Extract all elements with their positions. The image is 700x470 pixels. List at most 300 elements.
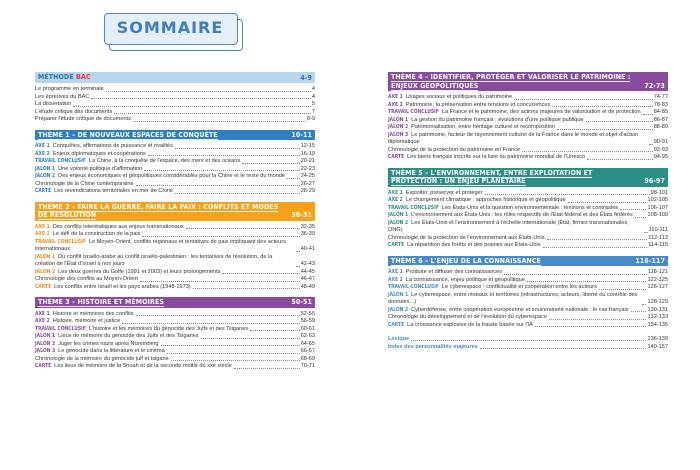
dot-leader bbox=[167, 353, 300, 354]
toc-entry[interactable] bbox=[35, 311, 315, 319]
toc-entry-text bbox=[388, 212, 633, 220]
toc-entry-text bbox=[35, 341, 159, 349]
toc-entry-label: JALON 1 bbox=[388, 212, 409, 218]
toc-entry-page: 118-121 bbox=[647, 269, 668, 275]
toc-entry-page: 88-89 bbox=[653, 124, 668, 130]
toc-entry-page: 42-43 bbox=[300, 261, 315, 267]
section-title bbox=[38, 203, 312, 220]
toc-entry[interactable] bbox=[35, 318, 315, 326]
dot-leader bbox=[587, 159, 653, 160]
toc-entry-text bbox=[388, 94, 512, 102]
toc-entry-text bbox=[35, 348, 165, 356]
toc-entry-label: TRAVAIL CONCLUSIF bbox=[388, 109, 439, 115]
toc-entry-title: La connaissance, enjeu politique et géopolitique bbox=[405, 276, 525, 283]
toc-entry-label: JALON 3 bbox=[35, 348, 56, 354]
toc-entry-title: Du conflit israélo-arabe au conflit israélo-palestinien : les tentatives de résolution, de la création de l'État d'Israël à nos jours bbox=[35, 253, 273, 267]
section-title bbox=[38, 131, 312, 140]
toc-entry-text bbox=[35, 284, 191, 292]
toc-entry[interactable] bbox=[388, 117, 668, 125]
toc-entry-text bbox=[35, 239, 294, 254]
toc-entry-label: TRAVAIL CONCLUSIF bbox=[35, 158, 86, 164]
dot-leader bbox=[222, 273, 299, 274]
section-title bbox=[38, 73, 312, 82]
toc-entry-title: Le cyberespace : conflictualité et coopération entre les acteurs bbox=[441, 284, 597, 290]
toc-entry-page: 32-35 bbox=[300, 223, 315, 230]
toc-entry-title: La dissertation bbox=[35, 101, 72, 107]
toc-entry-text bbox=[35, 356, 169, 364]
section-title bbox=[391, 257, 665, 266]
toc-entry-label: CARTE bbox=[35, 283, 52, 290]
section-rows bbox=[388, 94, 668, 162]
dot-leader bbox=[175, 193, 300, 194]
toc-entry-page: 48-49 bbox=[300, 283, 315, 290]
toc-entry-title: Les conflits entre Israël et les pays arabes (1948-1973) bbox=[54, 283, 191, 290]
section-title-text: THÈME 6 – L'ENJEU DE LA CONNAISSANCE bbox=[391, 256, 541, 265]
toc-entry-page: 110-111 bbox=[648, 227, 668, 233]
toc-entry-title: Cyberdéfense, entre coopération européenne et souveraineté nationale : le cas français bbox=[411, 306, 629, 313]
dot-leader bbox=[504, 274, 647, 275]
section-pages: 96-97 bbox=[644, 177, 665, 185]
section-rows bbox=[35, 311, 315, 371]
dot-leader bbox=[234, 368, 300, 369]
toc-entry[interactable] bbox=[388, 154, 668, 162]
toc-entry[interactable] bbox=[388, 235, 668, 243]
toc-entry-page: 56-59 bbox=[300, 318, 315, 324]
toc-entry-title: Chronologie de la protection de l'environnement aux États-Unis bbox=[388, 234, 545, 241]
toc-entry-text bbox=[388, 190, 483, 198]
toc-entry-page: 64-65 bbox=[300, 340, 315, 347]
toc-entry[interactable] bbox=[388, 212, 668, 220]
toc-entry-label: AXE 2 bbox=[388, 276, 403, 283]
toc-entry[interactable] bbox=[35, 276, 315, 284]
toc-entry-page: 40-41 bbox=[300, 246, 315, 252]
toc-entry-text bbox=[35, 151, 146, 159]
toc-entry-text bbox=[35, 158, 240, 166]
toc-entry-text bbox=[35, 109, 112, 117]
section-header-theme4[interactable] bbox=[388, 72, 668, 91]
toc-entry[interactable] bbox=[35, 109, 315, 117]
toc-entry-title: Usages sociaux et politiques du patrimoine bbox=[405, 94, 513, 100]
toc-entry-page: 28-29 bbox=[300, 188, 315, 194]
dot-leader bbox=[527, 281, 647, 282]
toc-entry[interactable] bbox=[35, 333, 315, 341]
toc-entry-title: Les épreuves du BAC bbox=[35, 93, 90, 100]
left-column bbox=[35, 72, 315, 377]
toc-entry-title: Exploiter, préserver et protéger bbox=[405, 189, 483, 196]
toc-entry[interactable] bbox=[35, 143, 315, 151]
toc-entry[interactable] bbox=[388, 124, 668, 132]
dot-leader bbox=[114, 113, 311, 114]
dot-leader bbox=[535, 326, 647, 327]
toc-entry-label: CARTE bbox=[388, 242, 405, 248]
toc-entry[interactable] bbox=[388, 220, 668, 235]
dot-leader bbox=[296, 251, 300, 252]
toc-entry-text bbox=[388, 269, 502, 277]
toc-entry[interactable] bbox=[388, 314, 668, 322]
toc-entry[interactable] bbox=[35, 341, 315, 349]
toc-entry-label: JALON 2 bbox=[35, 173, 56, 179]
toc-entry[interactable] bbox=[35, 101, 315, 109]
toc-entry-text bbox=[35, 276, 138, 284]
section-title-text: THÈME 2 – FAIRE LA GUERRE, FAIRE LA PAIX : CONFLITS ET MODES DE RÉSOLUTION bbox=[38, 202, 279, 219]
section-title bbox=[391, 73, 665, 90]
section-title bbox=[391, 169, 665, 186]
section-header-theme6[interactable] bbox=[388, 256, 668, 267]
toc-entry-page: 122-125 bbox=[647, 276, 668, 283]
toc-entry[interactable] bbox=[35, 181, 315, 189]
toc-entry[interactable] bbox=[388, 322, 668, 330]
dot-leader bbox=[514, 99, 653, 100]
dot-leader bbox=[635, 217, 647, 218]
toc-entry-page: 94-95 bbox=[653, 154, 668, 160]
toc-entry-label: JALON 1 bbox=[35, 333, 56, 339]
toc-entry-title: Le génocide dans la littérature et le cinéma bbox=[58, 348, 165, 354]
toc-entry-text bbox=[388, 220, 642, 235]
dot-leader bbox=[568, 202, 647, 203]
toc-entry-title: Des enjeux économiques et géopolitiques considérables pour la Chine et le reste du monde bbox=[58, 173, 286, 179]
toc-entry-page: 92-93 bbox=[653, 146, 668, 153]
extra-entry-page: 140-157 bbox=[647, 344, 668, 350]
dot-leader bbox=[161, 345, 300, 346]
dot-leader bbox=[296, 266, 300, 267]
dot-leader bbox=[485, 194, 650, 195]
toc-entry-text bbox=[35, 86, 104, 94]
dot-leader bbox=[144, 170, 300, 171]
toc-entry-text bbox=[388, 102, 550, 110]
toc-entry-text bbox=[35, 254, 294, 269]
toc-entry-text bbox=[388, 277, 525, 285]
section-rows bbox=[35, 86, 315, 124]
section-title-text: THÈME 1 – DE NOUVEAUX ESPACES DE CONQUÊTE bbox=[38, 130, 218, 139]
toc-entry-label: AXE 1 bbox=[388, 269, 403, 275]
toc-entry-title: Conquêtes, affirmations de puissance et rivalités bbox=[52, 143, 173, 149]
toc-entry-page: 24-25 bbox=[300, 173, 315, 179]
dot-leader bbox=[148, 155, 300, 156]
toc-entry-text bbox=[388, 314, 547, 322]
section-title-a: MÉTHODE bbox=[38, 73, 77, 81]
toc-entry-page: 128-129 bbox=[647, 299, 668, 305]
toc-entry-title: Patrimoine, la préservation entre tensions et concurrences bbox=[405, 101, 551, 108]
section-pages: 4-9 bbox=[300, 73, 312, 82]
dot-leader bbox=[547, 239, 648, 240]
dot-leader bbox=[106, 91, 311, 92]
toc-entry-title: Produire et diffuser des connaissances bbox=[405, 269, 503, 275]
dot-leader bbox=[644, 232, 648, 233]
toc-entry-label: TRAVAIL CONCLUSIF bbox=[388, 284, 439, 290]
dot-leader bbox=[557, 129, 653, 130]
toc-entry-text bbox=[35, 94, 89, 102]
toc-entry-title: Une volonté politique d'affirmation bbox=[58, 165, 143, 172]
toc-entry[interactable] bbox=[35, 86, 315, 94]
dot-leader bbox=[136, 185, 300, 186]
toc-entry-text bbox=[35, 326, 248, 334]
toc-entry-page: 52-55 bbox=[300, 310, 315, 317]
toc-entry-label: CARTE bbox=[35, 363, 52, 369]
toc-entry-label: JALON 1 bbox=[388, 291, 409, 298]
toc-entry-page: 12-15 bbox=[300, 143, 315, 149]
dot-leader bbox=[549, 319, 646, 320]
dot-leader bbox=[186, 228, 300, 229]
toc-entry-label: TRAVAIL CONCLUSIF bbox=[388, 204, 439, 211]
toc-entry[interactable] bbox=[35, 239, 315, 254]
toc-entry-page: 84-85 bbox=[653, 109, 668, 115]
toc-entry-text bbox=[388, 147, 520, 155]
toc-entry-text bbox=[388, 117, 584, 125]
toc-entry-title: Des conflits interétatiques aux enjeux transnationaux bbox=[52, 223, 184, 230]
dot-leader bbox=[242, 163, 300, 164]
toc-entry-label: CARTE bbox=[388, 321, 405, 328]
toc-entry-page: 90-91 bbox=[653, 139, 668, 145]
page-title-banner bbox=[104, 13, 242, 49]
toc-entry-page: 4 bbox=[311, 86, 315, 92]
dot-leader bbox=[133, 121, 306, 122]
toc-entry-label: CARTE bbox=[35, 188, 52, 194]
dot-leader bbox=[122, 323, 299, 324]
toc-entry-page: 98-101 bbox=[650, 189, 668, 196]
toc-entry[interactable] bbox=[388, 284, 668, 292]
toc-entry-title: La gestion du patrimoine français : évolutions d'une politique publique bbox=[411, 116, 584, 123]
toc-entry-page: 112-113 bbox=[648, 234, 668, 241]
section-pages: 30-31 bbox=[291, 211, 312, 219]
toc-entry-page: 108-109 bbox=[647, 212, 668, 218]
toc-entry-text bbox=[35, 116, 131, 124]
section-header-theme5[interactable] bbox=[388, 168, 668, 187]
dot-leader bbox=[171, 360, 300, 361]
section-rows bbox=[35, 143, 315, 196]
dot-leader bbox=[543, 247, 648, 248]
dot-leader bbox=[73, 106, 310, 107]
toc-entry[interactable] bbox=[388, 190, 668, 198]
toc-entry-text bbox=[35, 181, 134, 189]
toc-entry[interactable] bbox=[35, 94, 315, 102]
toc-entry-label: AXE 2 bbox=[35, 150, 50, 157]
toc-entry-text bbox=[35, 143, 173, 151]
toc-entry-label: JALON 1 bbox=[35, 165, 56, 172]
toc-entry-page: 4 bbox=[311, 93, 315, 100]
section-rows bbox=[388, 190, 668, 250]
toc-entry-title: Le changement climatique : approches historique et géopolitique bbox=[405, 197, 566, 203]
toc-entry-text bbox=[35, 173, 285, 181]
toc-entry-text bbox=[35, 166, 142, 174]
toc-entry[interactable] bbox=[388, 132, 668, 147]
toc-entry[interactable] bbox=[35, 158, 315, 166]
toc-entry-title: Les États-Unis et l'environnement à l'échelle internationale (État, firmes transnationales, ONG) bbox=[388, 219, 629, 233]
toc-entry-label: JALON 2 bbox=[35, 340, 56, 347]
dot-leader bbox=[175, 148, 300, 149]
toc-entry-page: 126-127 bbox=[647, 284, 668, 290]
toc-entry-page: 5 bbox=[311, 101, 315, 107]
dot-leader bbox=[250, 330, 300, 331]
toc-entry[interactable] bbox=[388, 307, 668, 315]
dot-leader bbox=[287, 178, 300, 179]
toc-entry[interactable] bbox=[35, 348, 315, 356]
toc-entry-title: Le programme en terminale bbox=[35, 86, 104, 92]
toc-entry-text bbox=[388, 109, 641, 117]
toc-entry-label: AXE 1 bbox=[388, 189, 403, 196]
toc-entry-label: AXE 1 bbox=[35, 310, 50, 317]
toc-entry-page: 130-131 bbox=[647, 306, 668, 313]
section-header-theme1[interactable] bbox=[35, 130, 315, 141]
toc-entry-text bbox=[35, 224, 184, 232]
toc-entry-title: Les États-Unis et la question environnementale : tensions et contrastes bbox=[441, 204, 619, 211]
toc-entry-title: La croissance explosive de la fraude basée sur l'IA bbox=[407, 321, 533, 328]
toc-entry-text bbox=[35, 318, 120, 326]
toc-entry-title: L'histoire et les mémoires du génocide des Juifs et des Tsiganes bbox=[88, 325, 249, 332]
toc-entry-page: 106-107 bbox=[647, 204, 668, 211]
toc-entry[interactable] bbox=[388, 277, 668, 285]
toc-entry[interactable] bbox=[35, 116, 315, 124]
toc-entry-label: JALON 1 bbox=[35, 253, 56, 260]
toc-entry-title: Le cyberespace, entre réseaux et territoires (infrastructures, acteurs, liberté ou contrôle des données...) bbox=[388, 291, 638, 305]
toc-entry-title: Le Moyen-Orient, conflits régionaux et tentatives de paix impliquant des acteurs internationaux bbox=[35, 238, 287, 252]
toc-entry-title: Chronologie de la protection du patrimoine en France bbox=[388, 146, 521, 153]
toc-entry[interactable] bbox=[388, 109, 668, 117]
extra-entry-page: 136-139 bbox=[647, 336, 668, 342]
toc-entry-page: 16-19 bbox=[300, 150, 315, 157]
section-header-methode[interactable] bbox=[35, 72, 315, 83]
toc-entry-text bbox=[35, 269, 220, 277]
toc-entry-page: 20-21 bbox=[300, 158, 315, 164]
toc-entry-label: AXE 2 bbox=[35, 231, 50, 237]
toc-entry[interactable] bbox=[35, 188, 315, 196]
toc-entry-text bbox=[388, 284, 597, 292]
toc-entry[interactable] bbox=[388, 197, 668, 205]
toc-entry-title: Le défi de la construction de la paix bbox=[52, 231, 141, 237]
dot-leader bbox=[643, 114, 653, 115]
toc-entry[interactable] bbox=[35, 224, 315, 232]
toc-entry[interactable] bbox=[388, 242, 668, 250]
toc-entry-page: 74-77 bbox=[653, 94, 668, 100]
toc-entry-page: 36-39 bbox=[300, 231, 315, 237]
toc-entry-page: 7 bbox=[311, 108, 315, 115]
dot-leader bbox=[480, 348, 647, 349]
toc-entry-label: AXE 1 bbox=[35, 143, 50, 149]
toc-entry-title: L'étude critique des documents bbox=[35, 108, 113, 115]
toc-entry-label: AXE 2 bbox=[388, 101, 403, 108]
toc-entry-page: 114-115 bbox=[648, 242, 668, 248]
toc-entry-text bbox=[35, 363, 232, 371]
toc-entry[interactable] bbox=[388, 269, 668, 277]
toc-entry-text bbox=[35, 311, 134, 319]
dot-leader bbox=[136, 315, 300, 316]
toc-entry-title: Histoire et mémoires des conflits bbox=[52, 310, 134, 317]
toc-entry-label: AXE 1 bbox=[388, 94, 403, 100]
section-pages: 10-11 bbox=[291, 130, 312, 139]
dot-leader bbox=[522, 151, 653, 152]
toc-entry-label: AXE 2 bbox=[388, 197, 403, 203]
toc-entry-label: JALON 2 bbox=[388, 124, 409, 130]
section-pages: 50-51 bbox=[291, 298, 312, 306]
toc-entry-title: La répartition des forêts et des prairies aux États-Unis bbox=[407, 242, 541, 248]
toc-entry-title: Le patrimoine, facteur de rayonnement culturel de la France dans le monde et objet d'action diplomatique bbox=[388, 131, 639, 145]
dot-leader bbox=[140, 281, 300, 282]
toc-entry-text bbox=[388, 242, 541, 250]
toc-entry-title: Chronologie de la Chine contemporaine bbox=[35, 180, 134, 187]
toc-entry-page: 134-135 bbox=[647, 321, 668, 328]
toc-entry-page: 22-23 bbox=[300, 165, 315, 172]
toc-entry-text bbox=[35, 333, 199, 341]
right-column bbox=[388, 72, 668, 351]
toc-entry[interactable] bbox=[35, 231, 315, 239]
toc-entry[interactable] bbox=[35, 151, 315, 159]
dot-leader bbox=[91, 98, 310, 99]
toc-entry-title: Chronologie de la mémoire du génocide juif et tsigane bbox=[35, 355, 169, 362]
toc-entry-label: CARTE bbox=[388, 154, 405, 160]
section-title-text: THÈME 4 – IDENTIFIER, PROTÉGER ET VALORISER LE PATRIMOINE : ENJEUX GÉOPOLITIQUES bbox=[391, 73, 631, 90]
toc-entry[interactable] bbox=[35, 363, 315, 371]
toc-entry[interactable] bbox=[35, 284, 315, 292]
toc-entry-title: Histoire, mémoire et justice bbox=[52, 318, 121, 324]
section-header-theme3[interactable] bbox=[35, 297, 315, 308]
toc-entry-title: Patrimonialisation, entre héritage culturel et recomposition bbox=[411, 124, 556, 130]
dot-leader bbox=[620, 209, 646, 210]
toc-entry-title: L'environnement aux États-Unis : les rôles respectifs de l'État fédéral et des États fédérés bbox=[411, 212, 633, 218]
dot-leader bbox=[649, 144, 653, 145]
toc-entry-title: Les deux guerres du Golfe (1991 et 2003) et leurs prolongements bbox=[58, 268, 221, 275]
dot-leader bbox=[142, 236, 299, 237]
toc-entry-text bbox=[35, 231, 140, 239]
toc-entry[interactable] bbox=[35, 356, 315, 364]
toc-entry-title: Lieux de mémoire du génocide des Juifs et des Tsiganes bbox=[58, 333, 199, 339]
extra-entry[interactable] bbox=[388, 335, 668, 343]
section-rows bbox=[388, 269, 668, 329]
toc-entry-page: 68-69 bbox=[300, 355, 315, 362]
toc-entry[interactable] bbox=[35, 166, 315, 174]
toc-entry-title: La France et le patrimoine, des actions majeures de valorisation et de protection bbox=[441, 109, 641, 115]
toc-entry-page: 132-133 bbox=[647, 314, 668, 320]
section-rows bbox=[35, 224, 315, 292]
toc-entry-label: AXE 2 bbox=[35, 318, 50, 324]
toc-entry-text bbox=[388, 205, 618, 213]
toc-entry[interactable] bbox=[388, 147, 668, 155]
section-title bbox=[38, 298, 312, 307]
extra-entry-title: Index des personnalités majeures bbox=[388, 344, 478, 350]
toc-entry[interactable] bbox=[35, 173, 315, 181]
toc-entry-page: 26-27 bbox=[300, 180, 315, 187]
page-title: SOMMAIRE bbox=[116, 18, 224, 37]
section-pages: 72-73 bbox=[644, 81, 665, 90]
toc-entry-text bbox=[388, 307, 629, 315]
toc-entry-page: 46-47 bbox=[300, 276, 315, 282]
toc-entry-label: TRAVAIL CONCLUSIF bbox=[35, 238, 86, 245]
toc-entry-text bbox=[388, 292, 640, 307]
dot-leader bbox=[642, 304, 646, 305]
toc-entry[interactable] bbox=[35, 269, 315, 277]
section-header-theme2[interactable] bbox=[35, 202, 315, 221]
section-title-text: THÈME 3 – HISTOIRE ET MÉMOIRES bbox=[38, 298, 165, 306]
toc-entry[interactable] bbox=[388, 205, 668, 213]
toc-entry[interactable] bbox=[388, 102, 668, 110]
toc-entry-text bbox=[388, 124, 555, 132]
toc-entry[interactable] bbox=[35, 254, 315, 269]
toc-entry[interactable] bbox=[388, 94, 668, 102]
dot-leader bbox=[411, 340, 646, 341]
toc-entry-title: Chronologie du développement et de l'évolution du cyberespace bbox=[388, 314, 548, 320]
toc-entry-title: Enjeux diplomatiques et coopérations bbox=[52, 150, 146, 157]
toc-entry-label: AXE 1 bbox=[35, 223, 50, 230]
toc-entry-page: 102-105 bbox=[647, 197, 668, 203]
dot-leader bbox=[193, 288, 300, 289]
toc-entry-text bbox=[388, 132, 647, 147]
toc-entry-page: 44-45 bbox=[300, 268, 315, 275]
dot-leader bbox=[201, 338, 300, 339]
section-title-b: BAC bbox=[76, 73, 91, 81]
toc-entry-label: JALON 3 bbox=[388, 131, 409, 138]
extra-entry[interactable] bbox=[388, 343, 668, 351]
toc-entry-page: 62-63 bbox=[300, 333, 315, 339]
toc-entry[interactable] bbox=[388, 292, 668, 307]
toc-entry[interactable] bbox=[35, 326, 315, 334]
